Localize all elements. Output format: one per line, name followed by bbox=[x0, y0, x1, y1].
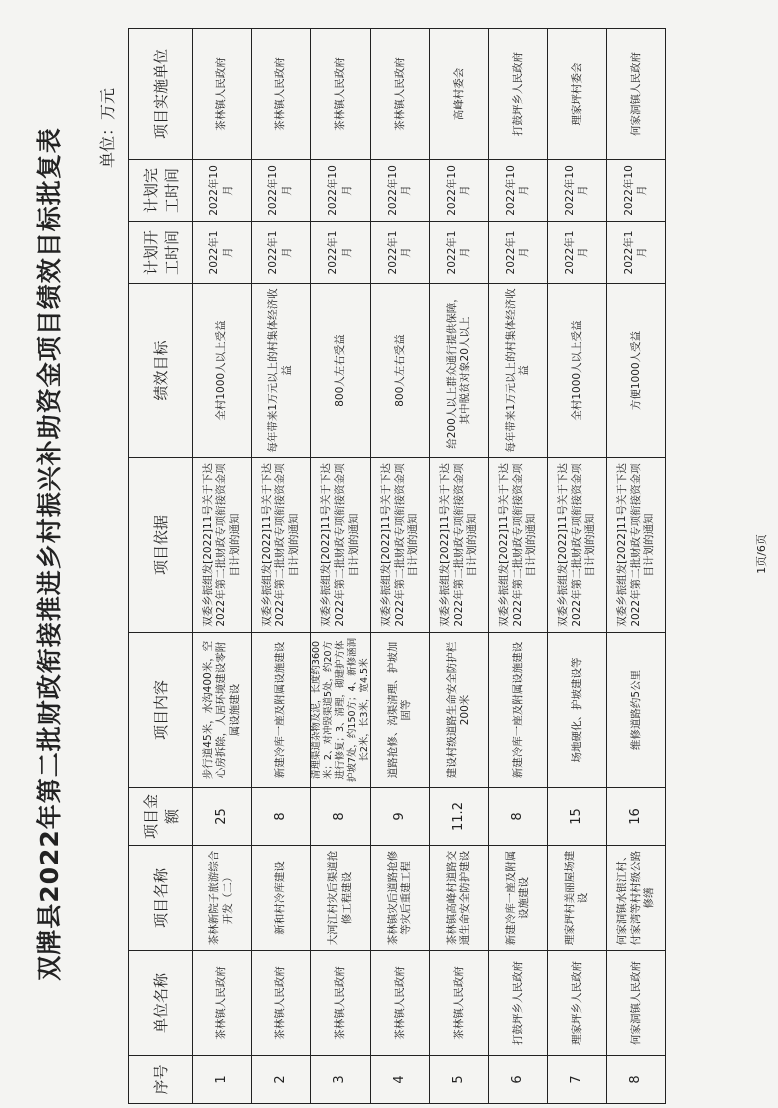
cell-amount: 9 bbox=[371, 788, 430, 846]
cell-impl: 茶林镇人民政府 bbox=[252, 29, 311, 160]
header-impl: 项目实施单位 bbox=[129, 29, 193, 160]
cell-content: 建设村级道路生命安全防护栏200米 bbox=[430, 633, 489, 788]
cell-basis: 双委乡振组发[2022]11号关于下达2022年第二批财政专项衔接资金项目计划的通知 bbox=[311, 458, 371, 633]
cell-name: 茶林镇高峰村道路交通生命安全防护建设 bbox=[430, 846, 489, 951]
cell-name: 新建冷库一座及附属设施建设 bbox=[489, 846, 548, 951]
cell-basis: 双委乡振组发[2022]11号关于下达2022年第二批财政专项衔接资金项目计划的通知 bbox=[548, 458, 607, 633]
header-basis: 项目依据 bbox=[129, 458, 193, 633]
header-name: 项目名称 bbox=[129, 846, 193, 951]
cell-amount: 11.2 bbox=[430, 788, 489, 846]
cell-start: 2022年1月 bbox=[489, 222, 548, 284]
cell-basis: 双委乡振组发[2022]11号关于下达2022年第二批财政专项衔接资金项目计划的通知 bbox=[430, 458, 489, 633]
cell-name: 新和村冷库建设 bbox=[252, 846, 311, 951]
cell-name: 大河江村灾后渠道抢修工程建设 bbox=[311, 846, 371, 951]
cell-no: 8 bbox=[607, 1056, 666, 1104]
cell-impl: 高峰村委会 bbox=[430, 29, 489, 160]
cell-no: 2 bbox=[252, 1056, 311, 1104]
cell-basis: 双委乡振组发[2022]11号关于下达2022年第二批财政专项衔接资金项目计划的通知 bbox=[489, 458, 548, 633]
cell-start: 2022年1月 bbox=[311, 222, 371, 284]
cell-basis: 双委乡振组发[2022]11号关于下达2022年第二批财政专项衔接资金项目计划的通知 bbox=[371, 458, 430, 633]
cell-content: 清理渠道杂物及泥，长度约3600米；2、对冲毁渠道5处，约20方进行修复；3、清理，砌建护方体护坡7处，约150方；4、新修涵洞长2米，长3米，宽4.5米 bbox=[311, 633, 371, 788]
cell-start: 2022年1月 bbox=[371, 222, 430, 284]
cell-basis: 双委乡振组发[2022]11号关于下达2022年第二批财政专项衔接资金项目计划的通知 bbox=[193, 458, 252, 633]
cell-content: 场地硬化、护坡建设等 bbox=[548, 633, 607, 788]
table-row bbox=[430, 29, 489, 1104]
cell-impl: 何家洞镇人民政府 bbox=[607, 29, 666, 160]
cell-unit: 茶林镇人民政府 bbox=[193, 951, 252, 1056]
cell-impl: 茶林镇人民政府 bbox=[193, 29, 252, 160]
cell-goal: 每年带来1万元以上的村集体经济收益 bbox=[489, 284, 548, 458]
cell-start: 2022年1月 bbox=[548, 222, 607, 284]
cell-impl: 茶林镇人民政府 bbox=[371, 29, 430, 160]
cell-end: 2022年10月 bbox=[311, 160, 371, 222]
table-row bbox=[489, 29, 548, 1104]
cell-content: 新建冷库一座及附属设施建设 bbox=[252, 633, 311, 788]
cell-goal: 800人左右受益 bbox=[371, 284, 430, 458]
cell-end: 2022年10月 bbox=[193, 160, 252, 222]
cell-no: 6 bbox=[489, 1056, 548, 1104]
cell-start: 2022年1月 bbox=[607, 222, 666, 284]
cell-amount: 25 bbox=[193, 788, 252, 846]
cell-name: 理家坪村美丽屋场建设 bbox=[548, 846, 607, 951]
header-no: 序号 bbox=[129, 1056, 193, 1104]
cell-no: 5 bbox=[430, 1056, 489, 1104]
header-content: 项目内容 bbox=[129, 633, 193, 788]
cell-basis: 双委乡振组发[2022]11号关于下达2022年第二批财政专项衔接资金项目计划的通知 bbox=[607, 458, 666, 633]
cell-impl: 茶林镇人民政府 bbox=[311, 29, 371, 160]
cell-amount: 8 bbox=[311, 788, 371, 846]
cell-goal: 每年带来1万元以上的村集体经济收益 bbox=[252, 284, 311, 458]
cell-unit: 打鼓坪乡人民政府 bbox=[489, 951, 548, 1056]
cell-content: 新建冷库一座及附属设施建设 bbox=[489, 633, 548, 788]
table-row bbox=[252, 29, 311, 1104]
cell-end: 2022年10月 bbox=[607, 160, 666, 222]
cell-goal: 800人左右受益 bbox=[311, 284, 371, 458]
cell-impl: 打鼓坪乡人民政府 bbox=[489, 29, 548, 160]
cell-start: 2022年1月 bbox=[430, 222, 489, 284]
cell-name: 茶林新院子旅游综合开发（二） bbox=[193, 846, 252, 951]
cell-end: 2022年10月 bbox=[371, 160, 430, 222]
cell-end: 2022年10月 bbox=[489, 160, 548, 222]
cell-content: 维修道路约5公里 bbox=[607, 633, 666, 788]
cell-amount: 8 bbox=[252, 788, 311, 846]
cell-name: 茶林镇灾后道路抢修等灾后重建工程 bbox=[371, 846, 430, 951]
cell-no: 3 bbox=[311, 1056, 371, 1104]
header-amount: 项目金额 bbox=[129, 788, 193, 846]
performance-table bbox=[128, 28, 666, 1104]
cell-amount: 8 bbox=[489, 788, 548, 846]
cell-goal: 方便1000人受益 bbox=[607, 284, 666, 458]
cell-unit: 茶林镇人民政府 bbox=[371, 951, 430, 1056]
table-row bbox=[607, 29, 666, 1104]
cell-goal: 给200人以上群众通行提供保障，其中脱贫对象20人以上 bbox=[430, 284, 489, 458]
cell-amount: 15 bbox=[548, 788, 607, 846]
page-title: 双牌县2022年第二批财政衔接推进乡村振兴补助资金项目绩效目标批复表 bbox=[35, 127, 64, 981]
cell-unit: 茶林镇人民政府 bbox=[311, 951, 371, 1056]
cell-end: 2022年10月 bbox=[430, 160, 489, 222]
cell-unit: 茶林镇人民政府 bbox=[430, 951, 489, 1056]
table-row bbox=[311, 29, 371, 1104]
cell-no: 7 bbox=[548, 1056, 607, 1104]
cell-no: 1 bbox=[193, 1056, 252, 1104]
page-number: 1页/6页 bbox=[755, 534, 768, 574]
table-row bbox=[548, 29, 607, 1104]
unit-label: 单位：万元 bbox=[98, 87, 117, 168]
cell-goal: 全村1000人以上受益 bbox=[193, 284, 252, 458]
cell-name: 何家洞镇水银江村、付家湾等村村级公路修缮 bbox=[607, 846, 666, 951]
cell-content: 步行道45米，水沟400米，空心房拆除，人居环境建设零附属设施建设 bbox=[193, 633, 252, 788]
cell-start: 2022年1月 bbox=[193, 222, 252, 284]
header-end: 计划完工时间 bbox=[129, 160, 193, 222]
cell-content: 道路抢修、沟渠清理、护坡加固等 bbox=[371, 633, 430, 788]
cell-unit: 理家坪乡人民政府 bbox=[548, 951, 607, 1056]
header-unit: 单位名称 bbox=[129, 951, 193, 1056]
cell-start: 2022年1月 bbox=[252, 222, 311, 284]
cell-amount: 16 bbox=[607, 788, 666, 846]
cell-impl: 理家坪村委会 bbox=[548, 29, 607, 160]
cell-goal: 全村1000人以上受益 bbox=[548, 284, 607, 458]
cell-basis: 双委乡振组发[2022]11号关于下达2022年第二批财政专项衔接资金项目计划的通知 bbox=[252, 458, 311, 633]
header-goal: 绩效目标 bbox=[129, 284, 193, 458]
cell-end: 2022年10月 bbox=[548, 160, 607, 222]
cell-end: 2022年10月 bbox=[252, 160, 311, 222]
table-row bbox=[371, 29, 430, 1104]
header-start: 计划开工时间 bbox=[129, 222, 193, 284]
cell-unit: 何家洞镇人民政府 bbox=[607, 951, 666, 1056]
cell-no: 4 bbox=[371, 1056, 430, 1104]
cell-unit: 茶林镇人民政府 bbox=[252, 951, 311, 1056]
table-row bbox=[193, 29, 252, 1104]
header-row bbox=[129, 29, 193, 1104]
